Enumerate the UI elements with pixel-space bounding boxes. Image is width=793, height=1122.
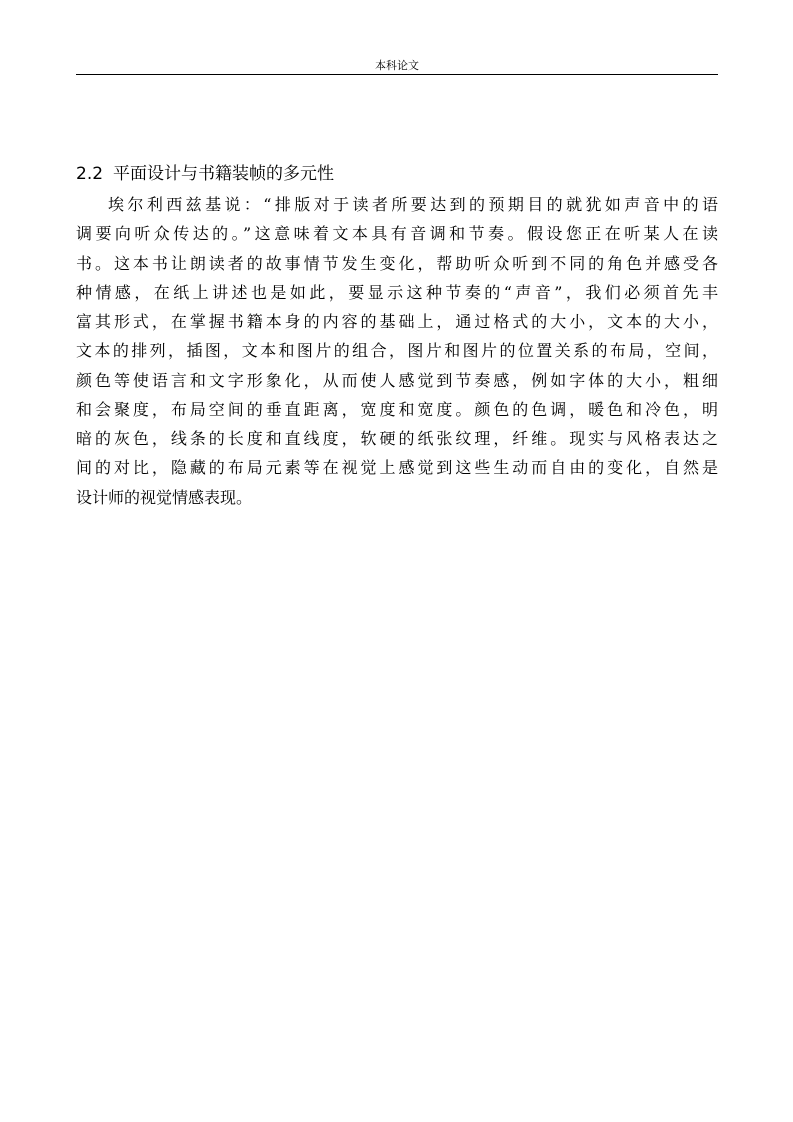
paragraph-line: 埃尔利西兹基说：“排版对于读者所要达到的预期目的就犹如声音中的语 — [108, 195, 718, 214]
section-heading — [76, 162, 718, 186]
paragraph-line: 间的对比，隐藏的布局元素等在视觉上感觉到这些生动而自由的变化，自然是 — [76, 458, 718, 478]
paragraph-line: 富其形式，在掌握书籍本身的内容的基础上，通过格式的大小，文本的大小， — [76, 312, 718, 331]
page-header — [76, 54, 718, 75]
section-number: 2.2 — [76, 164, 104, 184]
paragraph-line: 暗的灰色，线条的长度和直线度，软硬的纸张纹理，纤维。现实与风格表达之 — [76, 429, 718, 448]
body-paragraph — [76, 190, 718, 512]
paragraph-line: 和会聚度，布局空间的垂直距离，宽度和宽度。颜色的色调，暖色和冷色，明 — [76, 399, 718, 419]
paragraph-line: 书。这本书让朗读者的故事情节发生变化，帮助听众听到不同的角色并感受各 — [76, 253, 718, 273]
paragraph-line: 设计师的视觉情感表现。 — [76, 487, 253, 507]
paragraph-line: 调要向听众传达的。”这意味着文本具有音调和节奏。假设您正在听某人在读 — [76, 224, 718, 244]
section-title: 平面设计与书籍装帧的多元性 — [113, 164, 335, 184]
paragraph-line: 种情感，在纸上讲述也是如此，要显示这种节奏的“声音”，我们必须首先丰 — [76, 282, 718, 302]
header-title: 本科论文 — [375, 59, 419, 72]
paragraph-line: 颜色等使语言和文字形象化，从而使人感觉到节奏感，例如字体的大小，粗细 — [76, 370, 718, 390]
paragraph-line: 文本的排列，插图，文本和图片的组合，图片和图片的位置关系的布局，空间， — [76, 341, 718, 361]
